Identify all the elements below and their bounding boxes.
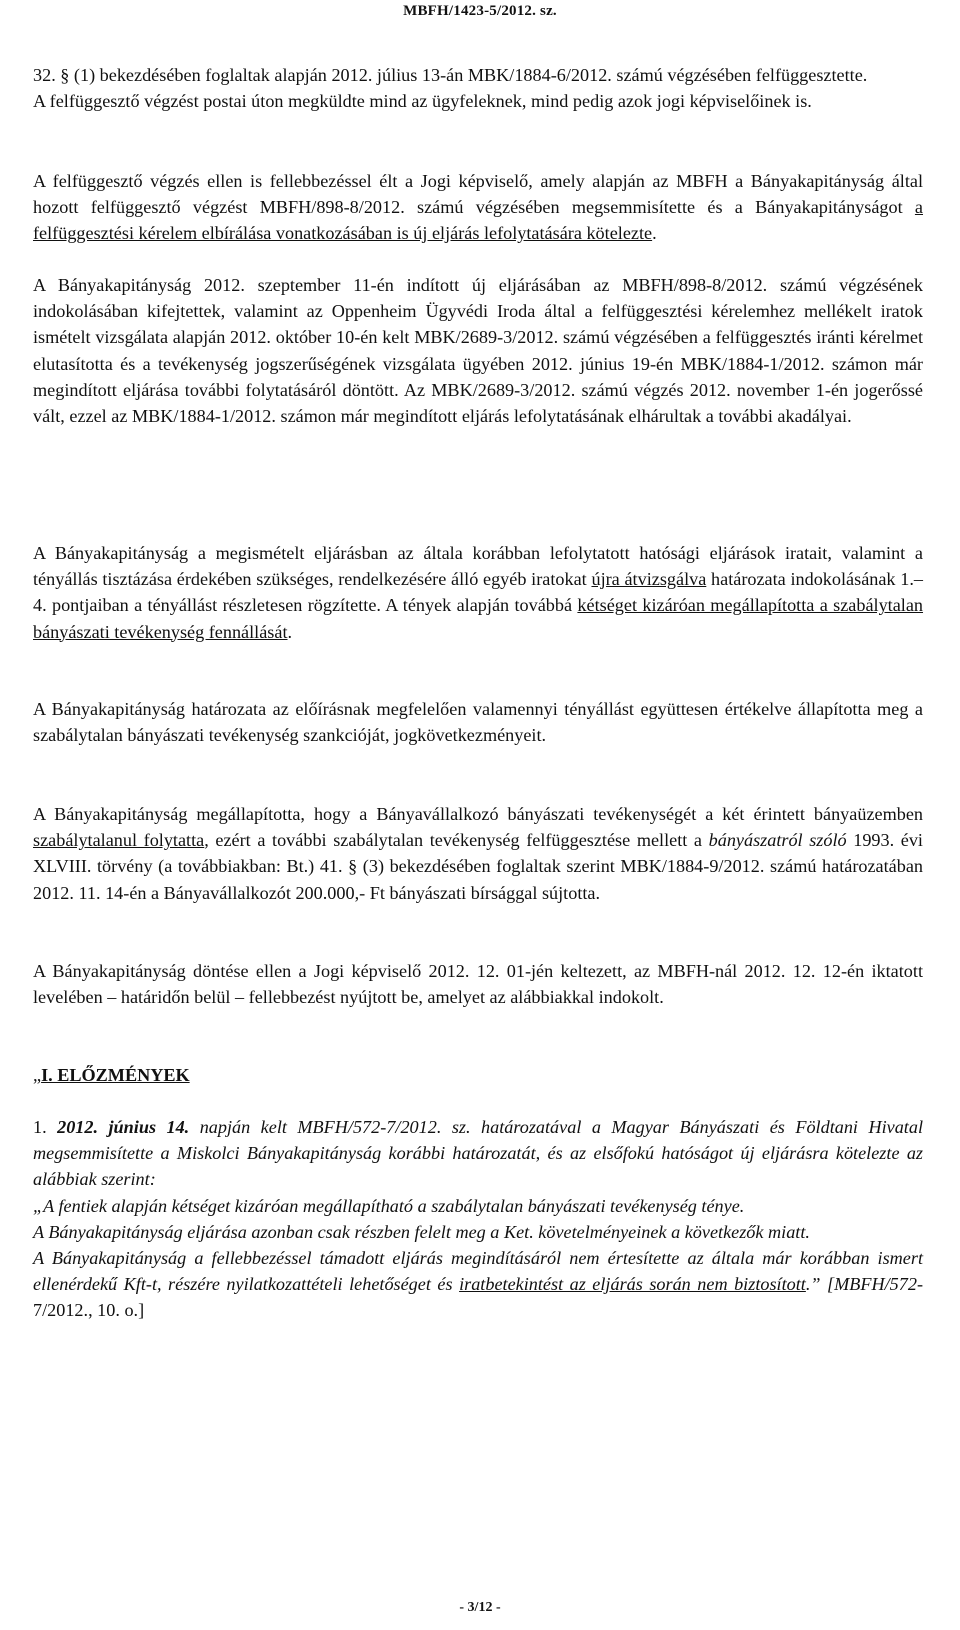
paragraph-new-procedure: A Bányakapitányság 2012. szeptember 11-én indított új eljárásában az MBFH/898-8/2012. számú végzésének indokolásában kifejtettek, valamint az Oppenheim Ügyvédi Iroda által a felfüggesztési kérelemhez mellékelt iratok ismételt vizsgálata alapján 2012. október 10-én kelt MBK/2689-3/2012. számú végzésében a felfüggesztés iránti kérelmet elutasította és a tevékenység jogszerűségének vizsgálata ügyében 2012. június 19-én MBK/1884-1/2012. számon már megindított eljárása további folytatásáról döntött. Az MBK/2689-3/2012. számú végzés 2012. november 1-én jogerőssé vált, ezzel az MBK/1884-1/2012. számon már megindított eljárás lefolytatásának elhárultak a további akadályai. — [33, 275, 923, 427]
text-run: A felfüggesztő végzés ellen is fellebbezéssel élt a Jogi képviselő, amely alapján az MBFH a Bányakapitányság által hozott felfüggesztő végzést MBFH/898-8/2012. számú végzésében megsemmisítette és a Bányakapitányságot — [33, 171, 923, 218]
text-run: A Bányakapitányság megállapította, hogy a Bányavállalkozó bányászati tevékenységét a két érintett bányaüzemben — [33, 804, 923, 824]
reference-text: 7/2012., 10. o.] — [33, 1300, 145, 1321]
text-line: 32. § (1) bekezdésében foglaltak alapján 2012. július 13-án MBK/1884-6/2012. számú végzésében felfüggesztette. — [33, 65, 868, 85]
underlined-text: kétséget kizáróan megállapította a szabálytalan bányászati tevékenység fennállását — [33, 595, 924, 642]
paragraph-antecedents — [33, 1114, 923, 1324]
paragraph-appeal — [33, 168, 923, 247]
paragraph-fine — [33, 801, 923, 906]
bold-date: 2012. június 14. — [57, 1117, 190, 1137]
text-run: A Bányakapitányság a megismételt eljárásban az általa korábban lefolytatott hatósági eljárások iratait, valamint a tényállás tisztázása érdekében szükséges, rendelkezésére álló egyéb iratokat — [33, 543, 923, 590]
quote-mark: „ — [33, 1065, 42, 1085]
quote-line: A Bányakapitányság a fellebbezéssel támadott eljárás megindításáról nem értesítette az általa már korábban ismert ellenérdekű Kft-t, részére nyilatkozattételi lehetőséget és — [33, 1248, 923, 1295]
paragraph-evaluation: A Bányakapitányság határozata az előírásnak megfelelően valamennyi tényállást együttesen értékelve állapította meg a szabálytalan bányászati tevékenység szankcióját, jogkövetkezményeit. — [33, 699, 923, 746]
text-run: . — [652, 223, 657, 244]
text-run: határozata indokolásának 1.–4. pontjaiban a tényállást részletesen rögzítette. A tények alapján továbbá — [33, 569, 923, 616]
list-number: 1. — [33, 1117, 58, 1137]
italic-text: napján kelt MBFH/572-7/2012. sz. határozatával a Magyar Bányászati és Földtani Hivatal megsemmisítette a Miskolci Bányakapitányság korábbi határozatát, és az elsőfokú hatóságot új eljárásra kötelezte az alábbiak szerint: — [33, 1117, 924, 1190]
text-run: 1993. évi XLVIII. törvény (a továbbiakban: Bt.) 41. § (3) bekezdésében foglaltak szerint MBK/1884-9/2012. számú határozatában 2012. 11. 14-én a Bányavállalkozót 200.000,- Ft bányászati bírsággal sújtotta. — [33, 830, 923, 903]
paragraph-repeated-procedure — [33, 540, 923, 645]
underlined-text: iratbetekintést az eljárás során nem biztosított — [459, 1274, 806, 1295]
text-line: A felfüggesztő végzést postai úton megküldte mind az ügyfeleknek, mind pedig azok jogi képviselőinek is. — [33, 91, 812, 112]
paragraph-suspension — [33, 62, 923, 114]
section-heading — [33, 1062, 923, 1088]
underlined-text: újra átvizsgálva — [591, 569, 707, 590]
document-number-header: MBFH/1423-5/2012. sz. — [403, 3, 557, 19]
quote-line: „A fentiek alapján kétséget kizáróan megállapítható a szabálytalan bányászati tevékenység ténye. — [33, 1195, 745, 1216]
italic-text: bányászatról szóló — [708, 830, 847, 851]
text-run: , ezért a további szabálytalan tevékenység felfüggesztése mellett a — [204, 830, 709, 851]
underlined-text: a felfüggesztési kérelem elbírálása vonatkozásában is új eljárás lefolytatására kötelezte — [33, 197, 923, 244]
underlined-text: szabálytalanul folytatta — [33, 830, 205, 851]
text-run: . — [287, 621, 293, 642]
heading-text: I. ELŐZMÉNYEK — [41, 1065, 190, 1085]
quote-line: A Bányakapitányság eljárása azonban csak részben felelt meg a Ket. követelményeinek a következők miatt. — [33, 1221, 810, 1242]
quote-end: .” [MBFH/572- — [805, 1274, 924, 1295]
paragraph-appeal-submitted: A Bányakapitányság döntése ellen a Jogi képviselő 2012. 12. 01-jén keltezett, az MBFH-nál 2012. 12. 12-én iktatott levelében – határidőn belül – fellebbezést nyújtott be, amelyet az alábbiakkal indokolt. — [33, 961, 923, 1008]
page-number-footer: - 3/12 - — [459, 1600, 501, 1615]
